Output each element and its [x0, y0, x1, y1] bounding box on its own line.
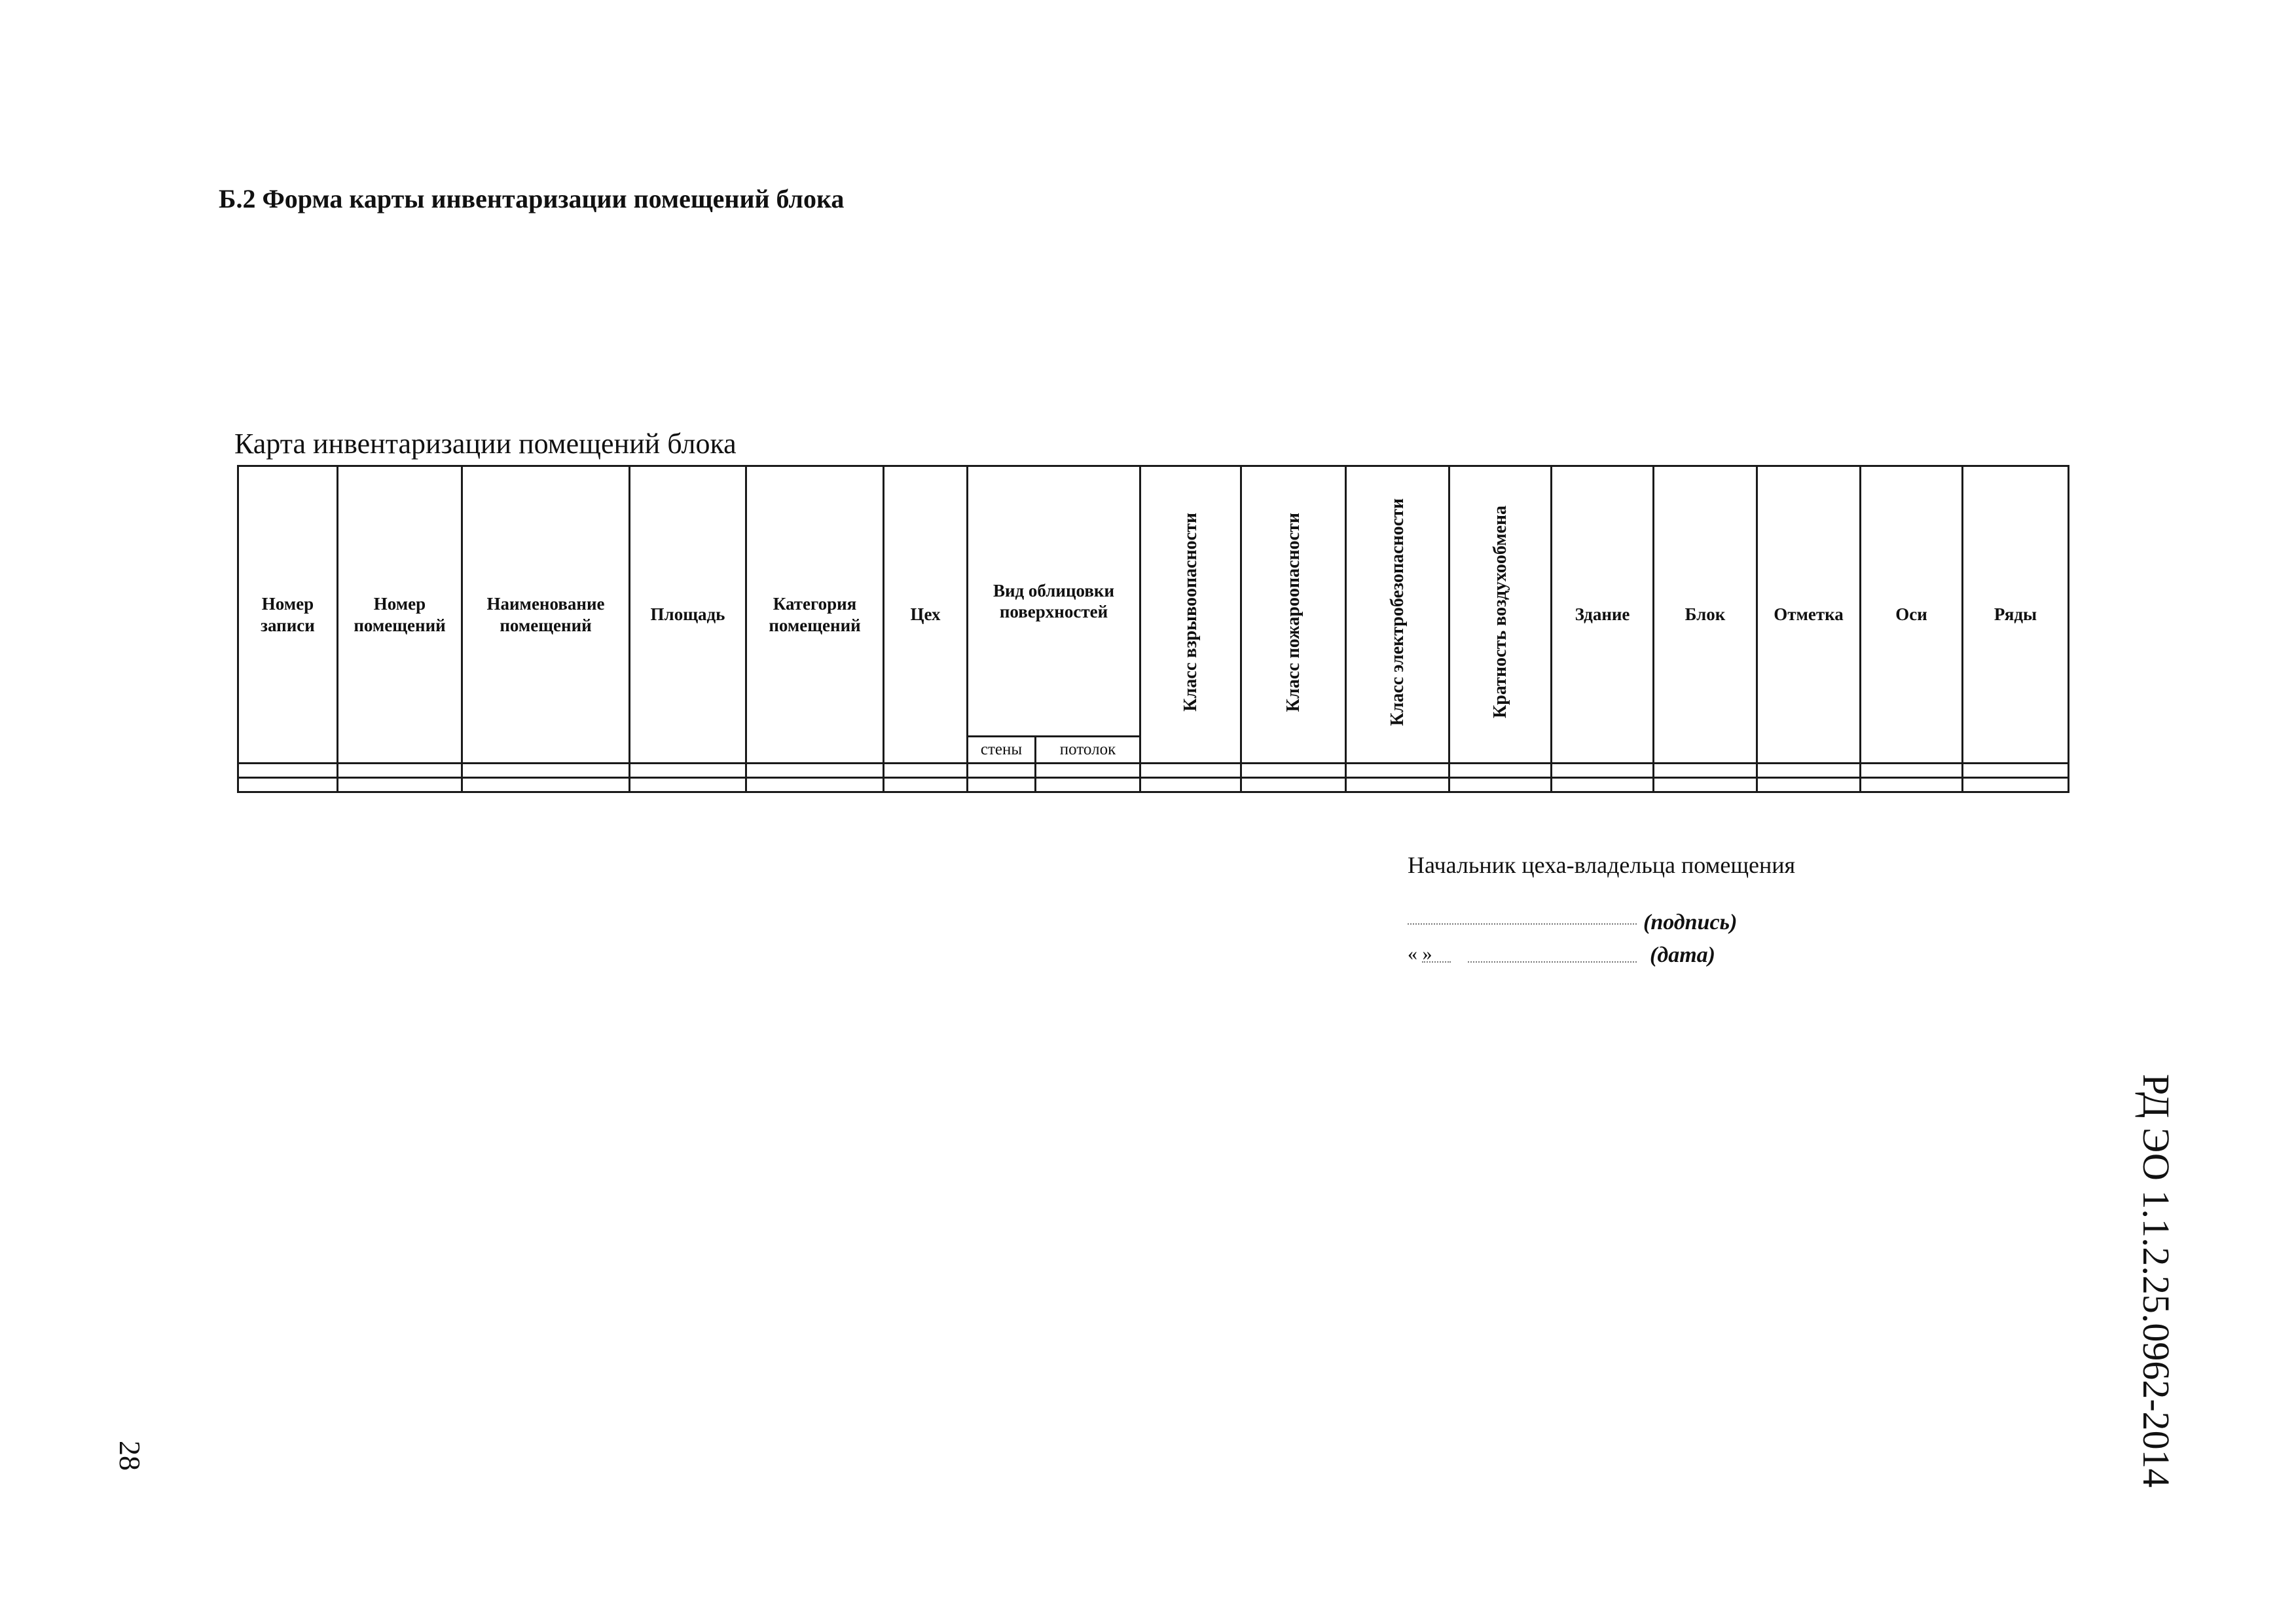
table-cell[interactable] — [1241, 764, 1346, 778]
table-cell[interactable] — [968, 778, 1036, 792]
header-axes: Оси — [1861, 466, 1963, 764]
signature-title: Начальник цеха-владельца помещения — [1408, 852, 1796, 878]
header-air-exchange — [1449, 466, 1552, 764]
table-cell[interactable] — [1552, 778, 1654, 792]
date-label: (дата) — [1650, 943, 1715, 967]
table-header-row — [238, 466, 2069, 737]
header-fire-class — [1241, 466, 1346, 764]
signature-blank[interactable] — [1408, 923, 1637, 925]
page-number: 28 — [113, 1441, 147, 1471]
subheader-walls: стены — [968, 737, 1036, 764]
header-elevation: Отметка — [1757, 466, 1861, 764]
table-cell[interactable] — [238, 764, 338, 778]
header-record-no: Номер записи — [238, 466, 338, 764]
header-room-category: Категория помещений — [746, 466, 884, 764]
table-cell[interactable] — [1757, 764, 1861, 778]
table-row — [238, 764, 2069, 778]
document-code: РД ЭО 1.1.2.25.0962-2014 — [2135, 1074, 2178, 1488]
table-cell[interactable] — [1449, 764, 1552, 778]
header-block: Блок — [1654, 466, 1757, 764]
date-day-blank[interactable] — [1422, 961, 1451, 963]
table-cell[interactable] — [1140, 778, 1241, 792]
signature-label: (подпись) — [1643, 910, 1738, 934]
subheader-ceiling: потолок — [1036, 737, 1140, 764]
table-cell[interactable] — [1861, 778, 1963, 792]
table-cell[interactable] — [462, 764, 630, 778]
table-cell[interactable] — [1036, 764, 1140, 778]
table-cell[interactable] — [746, 778, 884, 792]
header-electrical-class-text: Класс электробезопасности — [1387, 498, 1408, 726]
header-surface-lining: Вид облицовки поверхностей — [968, 466, 1140, 737]
table-cell[interactable] — [884, 778, 968, 792]
date-month-blank[interactable] — [1468, 961, 1637, 963]
table-cell[interactable] — [338, 778, 462, 792]
header-workshop: Цех — [884, 466, 968, 764]
table-cell[interactable] — [338, 764, 462, 778]
header-electrical-class — [1346, 466, 1449, 764]
table-cell[interactable] — [1861, 764, 1963, 778]
table-cell[interactable] — [238, 778, 338, 792]
table-cell[interactable] — [1346, 778, 1449, 792]
table-cell[interactable] — [968, 764, 1036, 778]
header-fire-class-text: Класс пожароопасности — [1283, 512, 1303, 712]
table-caption: Карта инвентаризации помещений блока — [234, 428, 737, 460]
table-cell[interactable] — [1036, 778, 1140, 792]
header-area: Площадь — [630, 466, 746, 764]
table-cell[interactable] — [462, 778, 630, 792]
inventory-form-table — [237, 465, 2069, 793]
date-quotes: « » — [1408, 943, 1432, 965]
table-cell[interactable] — [1757, 778, 1861, 792]
header-rows: Ряды — [1963, 466, 2069, 764]
table-row — [238, 778, 2069, 792]
table-cell[interactable] — [1552, 764, 1654, 778]
table-cell[interactable] — [1963, 778, 2069, 792]
table-cell[interactable] — [1140, 764, 1241, 778]
signature-line — [1408, 910, 1795, 940]
header-explosion-class — [1140, 466, 1241, 764]
signature-block — [1408, 851, 1795, 973]
table-cell[interactable] — [1449, 778, 1552, 792]
table-cell[interactable] — [1241, 778, 1346, 792]
table-cell[interactable] — [630, 764, 746, 778]
table-cell[interactable] — [1654, 764, 1757, 778]
header-room-name: Наименование помещений — [462, 466, 630, 764]
header-room-no: Номер помещений — [338, 466, 462, 764]
table-cell[interactable] — [884, 764, 968, 778]
header-explosion-class-text: Класс взрывоопасности — [1180, 512, 1201, 712]
date-line — [1408, 943, 1795, 973]
table-cell[interactable] — [746, 764, 884, 778]
section-title: Б.2 Форма карты инвентаризации помещений блока — [219, 184, 845, 213]
table-cell[interactable] — [1346, 764, 1449, 778]
header-air-exchange-text: Кратность воздухообмена — [1490, 506, 1510, 719]
header-building: Здание — [1552, 466, 1654, 764]
table-cell[interactable] — [630, 778, 746, 792]
table-cell[interactable] — [1654, 778, 1757, 792]
table-cell[interactable] — [1963, 764, 2069, 778]
